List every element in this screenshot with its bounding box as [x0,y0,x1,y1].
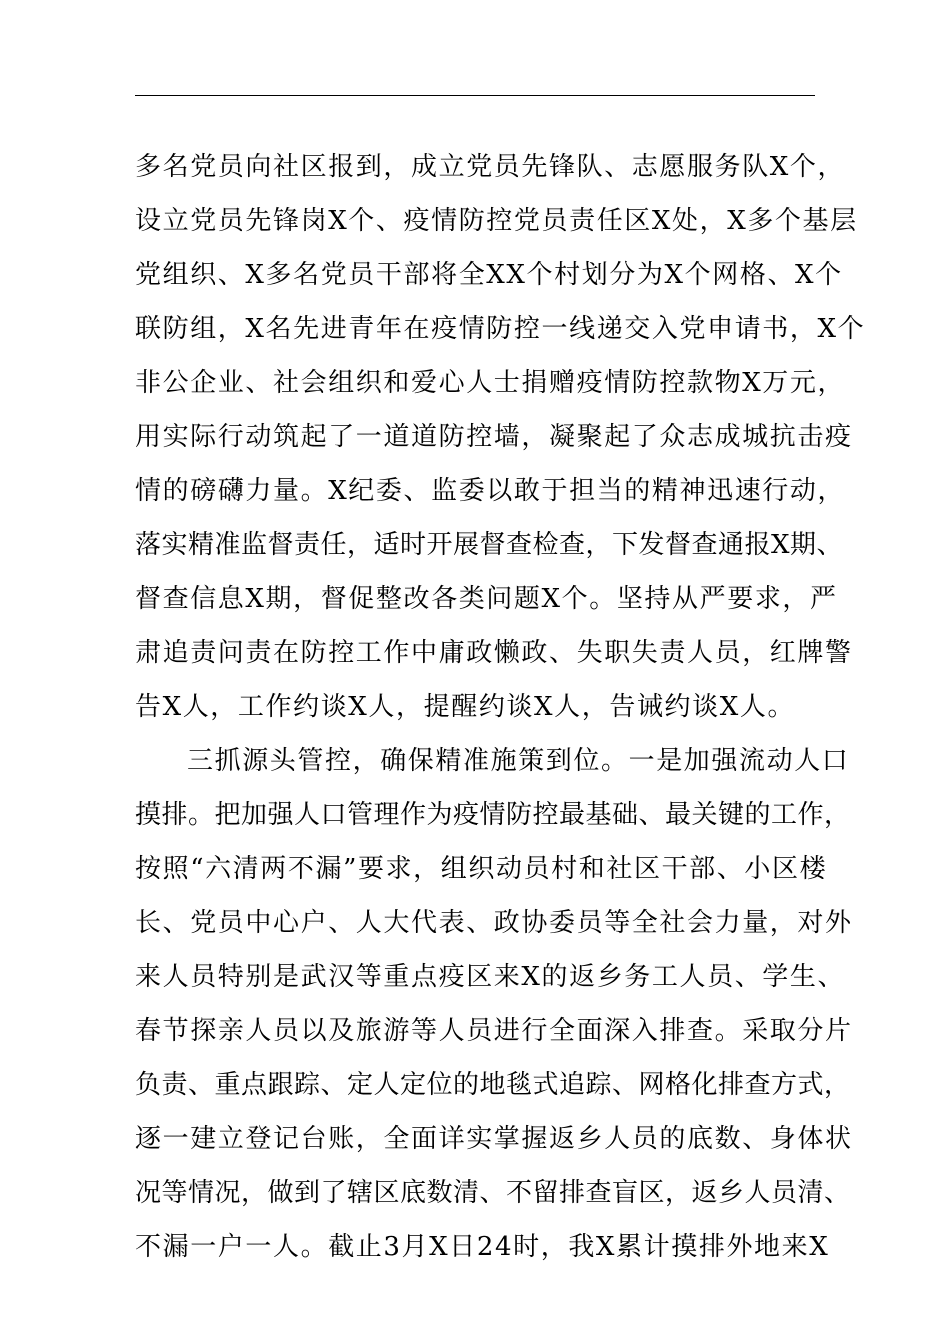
text-line: 逐一建立登记台账，全面详实掌握返乡人员的底数、身体状 [135,1124,853,1154]
text-line: 负责、重点跟踪、定人定位的地毯式追踪、网格化排查方式， [135,1070,851,1100]
text-line: 春节探亲人员以及旅游等人员进行全面深入排查。采取分片 [135,1016,853,1046]
text-line: 设立党员先锋岗X个、疫情防控党员责任区X处，X多个基层 [135,206,858,236]
text-line: 用实际行动筑起了一道道防控墙，凝聚起了众志成城抗击疫 [135,422,853,452]
text-line: 联防组，X名先进青年在疫情防控一线递交入党申请书，X个 [135,314,866,344]
text-line: 多名党员向社区报到，成立党员先锋队、志愿服务队X个， [135,152,846,182]
text-line: 摸排。把加强人口管理作为疫情防控最基础、最关键的工作， [135,800,851,830]
paragraph-start-line: 三抓源头管控，确保精准施策到位。一是加强流动人口 [187,746,850,776]
header-rule [135,95,815,96]
text-line: 情的磅礴力量。X纪委、监委以敢于担当的精神迅速行动， [135,476,846,506]
text-line: 况等情况，做到了辖区底数清、不留排查盲区，返乡人员清、 [135,1178,851,1208]
text-line: 落实精准监督责任，适时开展督查检查，下发督查通报X期、 [135,530,844,560]
text-line: 告X人，工作约谈X人，提醒约谈X人，告诫约谈X人。 [135,692,796,722]
text-line: 党组织、X多名党员干部将全XX个村划分为X个网格、X个 [135,260,843,290]
text-line: 长、党员中心户、人大代表、政协委员等全社会力量，对外 [135,908,853,938]
text-line: 督查信息X期，督促整改各类问题X个。坚持从严要求，严 [135,584,838,614]
text-line: 非公企业、社会组织和爱心人士捐赠疫情防控款物X万元， [135,368,846,398]
text-line: 来人员特别是武汉等重点疫区来X的返乡务工人员、学生、 [135,962,846,992]
text-line: 不漏一户一人。截止3月X日24时，我X累计摸排外地来X [135,1232,830,1262]
text-line: 肃追责问责在防控工作中庸政懒政、失职失责人员，红牌警 [135,638,853,668]
text-line: 按照“六清两不漏”要求，组织动员村和社区干部、小区楼 [135,854,828,884]
body-text [135,140,866,1274]
